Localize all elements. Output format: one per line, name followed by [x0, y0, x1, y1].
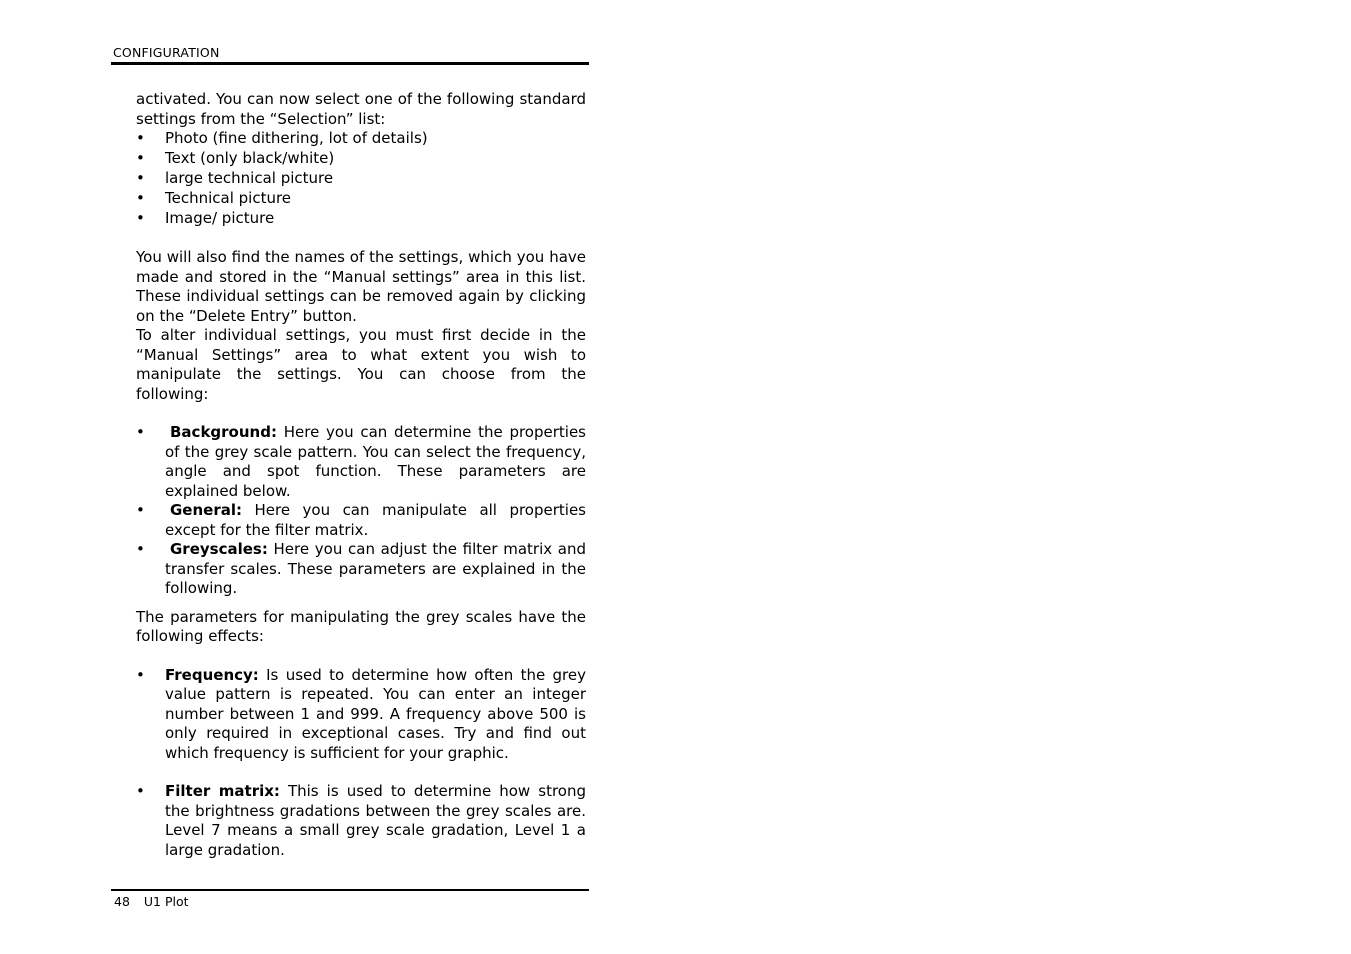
alter-paragraph: To alter individual settings, you must first decide in the “Manual Settings” area to what extent you wish to manipulate the settings. You can choose from the following:	[136, 326, 586, 403]
list-item: • Image/ picture	[136, 209, 586, 229]
term-filter-matrix: Filter matrix:	[165, 782, 280, 800]
term-background: Background:	[170, 423, 277, 441]
list-item	[136, 666, 586, 764]
manual-areas-list	[136, 423, 586, 599]
frequency-list	[136, 666, 586, 764]
term-greyscales: Greyscales:	[170, 540, 268, 558]
page-number: 48	[114, 894, 130, 909]
term-description: Here you can manipulate all properties except for the filter matrix.	[165, 501, 586, 539]
term-description: Here you can determine the properties of the grey scale pattern. You can select the frequency, angle and spot function. These parameters are explained below.	[165, 423, 586, 500]
page-body	[136, 90, 586, 860]
header-rule	[111, 62, 589, 65]
intro-paragraph: activated. You can now select one of the following standard settings from the “Selection” list:	[136, 90, 586, 128]
list-item	[136, 782, 586, 860]
list-item: • Text (only black/white)	[136, 149, 586, 169]
list-item	[136, 540, 586, 599]
term-description: Is used to determine how often the grey value pattern is repeated. You can enter an integer number between 1 and 999. A frequency above 500 is only required in exceptional cases. Try and find out which frequency is sufficient for your graphic.	[165, 665, 586, 762]
standard-settings-list	[136, 129, 586, 229]
term-description: This is used to determine how strong the brightness gradations between the grey scales are. Level 7 means a small grey scale gradation, Level 1 a large gradation.	[165, 782, 586, 859]
term-frequency: Frequency:	[165, 665, 259, 684]
filter-matrix-list	[136, 782, 586, 860]
list-item	[136, 501, 586, 540]
list-item: • large technical picture	[136, 169, 586, 189]
running-footer	[114, 894, 189, 909]
names-paragraph: You will also find the names of the settings, which you have made and stored in the “Manual settings” area in this list. These individual settings can be removed again by clicking on the “Delete Entry” button.	[136, 248, 586, 325]
running-header: CONFIGURATION	[113, 45, 220, 60]
document-title: U1 Plot	[143, 894, 189, 909]
footer-rule	[111, 889, 589, 891]
term-general: General:	[170, 501, 242, 519]
list-item: • Photo (fine dithering, lot of details)	[136, 129, 586, 149]
term-description: Here you can adjust the filter matrix and transfer scales. These parameters are explained in the following.	[165, 540, 586, 597]
list-item	[136, 423, 586, 501]
list-item: • Technical picture	[136, 189, 586, 209]
effects-paragraph: The parameters for manipulating the grey scales have the following effects:	[136, 607, 586, 645]
